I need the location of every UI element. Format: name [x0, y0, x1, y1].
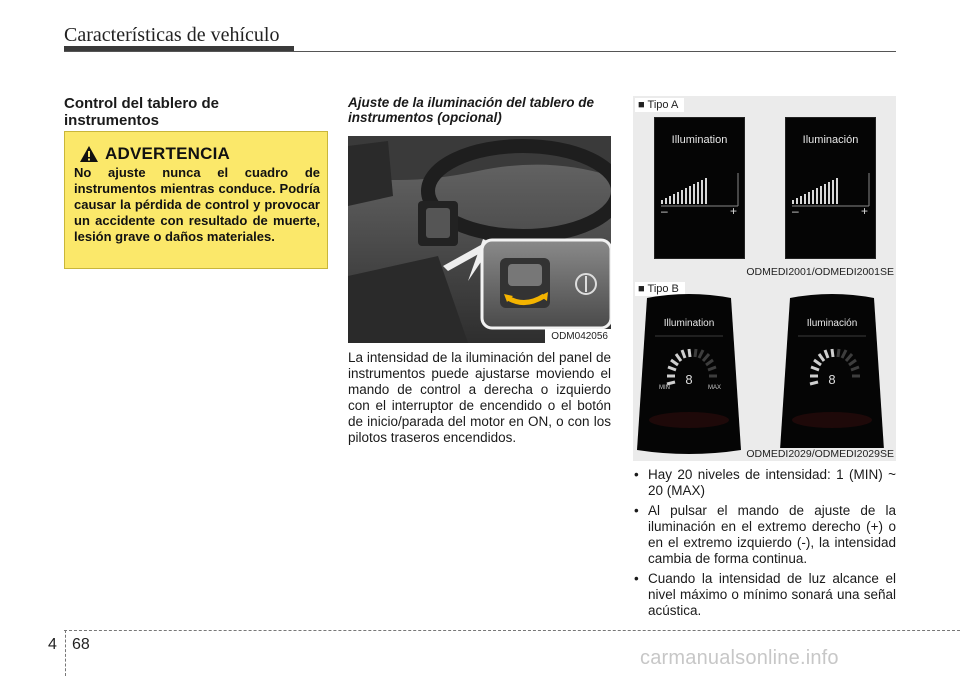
dashboard-illustration	[348, 136, 611, 343]
warning-box	[64, 131, 328, 269]
watermark: carmanualsonline.info	[640, 647, 839, 669]
type-b-label: ■ Tipo B	[635, 282, 685, 296]
type-b-panel	[633, 280, 896, 461]
screen-title: Illumination	[671, 134, 728, 146]
type-a-code: ODMEDI2001/ODMEDI2001SE	[746, 266, 894, 278]
warning-header	[79, 144, 230, 164]
list-item: • Al pulsar el mando de ajuste de la iluminación en el extremo derecho (+) o en el extremo izquierdo (-), la intensidad cambia de forma continua.	[634, 503, 896, 566]
section-title: Control del tablero de instrumentos	[64, 95, 220, 129]
subsection-title: Ajuste de la iluminación del tablero de instrumentos (opcional)	[348, 95, 595, 125]
bullet-list	[633, 467, 896, 623]
screen-title: Illumination	[663, 318, 715, 329]
type-a-screen-en	[654, 117, 745, 259]
min-label: MIN	[659, 385, 670, 391]
screen-title: Iluminación	[802, 134, 859, 146]
header-rule	[64, 51, 896, 52]
plus-sign: +	[861, 204, 869, 218]
type-a-label: ■ Tipo A	[635, 98, 684, 112]
footer-rule	[64, 630, 960, 631]
type-b-code: ODMEDI2029/ODMEDI2029SE	[746, 448, 894, 460]
level-bars	[655, 118, 744, 258]
max-label: MAX	[708, 385, 722, 391]
page-header-title: Características de vehículo	[64, 24, 280, 46]
subsection-paragraph: La intensidad de la iluminación del panel de instrumentos puede ajustarse moviendo el mando de control a derecha o izquierdo con el interruptor de encendido o el botón de inicio/parada del motor en ON, o con los pilotos traseros encendidos.	[348, 350, 611, 445]
warning-title: ADVERTENCIA	[105, 144, 230, 163]
list-item: • Cuando la intensidad de luz alcance el nivel máximo o mínimo sonará una señal acústica.	[634, 571, 896, 618]
type-b-screen-es	[776, 290, 888, 455]
photo-code: ODM042056	[545, 329, 611, 343]
type-b-screen-en	[633, 290, 745, 455]
level-value: 8	[685, 372, 693, 387]
type-a-panel	[633, 96, 896, 280]
warning-triangle-icon	[79, 145, 99, 163]
plus-sign: +	[730, 204, 738, 218]
minus-sign: –	[661, 204, 668, 218]
page-number: 68	[72, 636, 90, 653]
chapter-number: 4	[48, 636, 57, 653]
type-a-screen-es	[785, 117, 876, 259]
dashboard-photo	[348, 136, 611, 343]
level-value: 8	[828, 372, 836, 387]
footer-divider	[65, 630, 66, 676]
level-bars	[786, 118, 875, 258]
warning-text: No ajuste nunca el cuadro de instrumentos mientras conduce. Podría causar la pérdida de control y provocar un accidente con resultado de muerte, lesión grave o daños materiales.	[74, 165, 320, 244]
minus-sign: –	[792, 204, 799, 218]
list-item: • Hay 20 niveles de intensidad: 1 (MIN) ~ 20 (MAX)	[634, 467, 896, 498]
screen-title: Iluminación	[806, 318, 858, 329]
